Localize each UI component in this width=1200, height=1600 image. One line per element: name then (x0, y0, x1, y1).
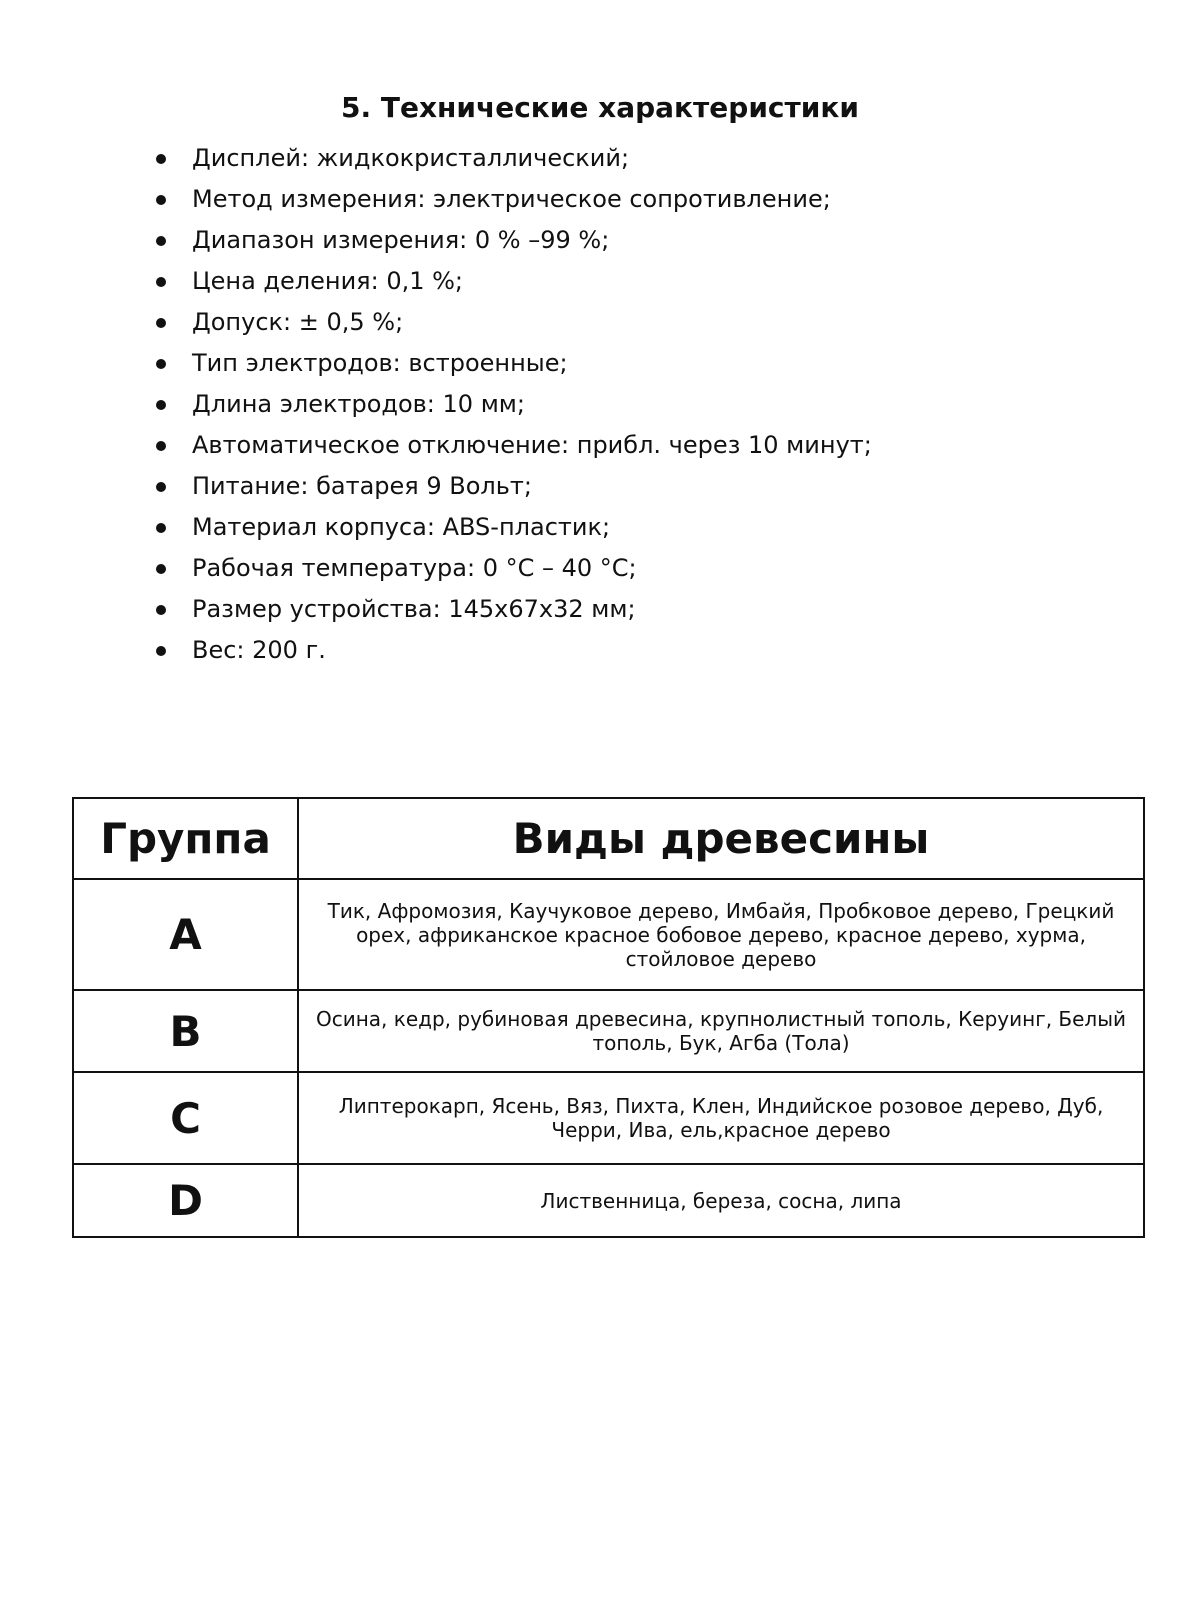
spec-item-text: Питание: батарея 9 Вольт; (192, 472, 532, 500)
woods-cell: Лиственница, береза, сосна, липа (298, 1164, 1144, 1237)
table-row (73, 1072, 1144, 1164)
bullet-icon (156, 523, 166, 533)
table-body (73, 879, 1144, 1237)
group-cell: D (73, 1164, 298, 1237)
table-row (73, 1164, 1144, 1237)
spec-item-text: Цена деления: 0,1 %; (192, 267, 464, 295)
spec-item (150, 179, 1050, 220)
bullet-icon (156, 359, 166, 369)
bullet-icon (156, 646, 166, 656)
spec-item-text: Дисплей: жидкокристаллический; (192, 144, 630, 172)
spec-item-text: Материал корпуса: ABS-пластик; (192, 513, 611, 541)
spec-item (150, 630, 1050, 671)
column-header-group: Группа (73, 798, 298, 879)
woods-cell: Липтерокарп, Ясень, Вяз, Пихта, Клен, Индийское розовое дерево, Дуб, Черри, Ива, ель,красное дерево (298, 1072, 1144, 1164)
spec-item-text: Метод измерения: электрическое сопротивление; (192, 185, 831, 213)
spec-item (150, 548, 1050, 589)
table-row (73, 990, 1144, 1072)
spec-item-text: Допуск: ± 0,5 %; (192, 308, 404, 336)
spec-item-text: Автоматическое отключение: прибл. через 10 минут; (192, 431, 872, 459)
spec-item (150, 261, 1050, 302)
bullet-icon (156, 605, 166, 615)
spec-item-text: Вес: 200 г. (192, 636, 326, 664)
spec-item-text: Диапазон измерения: 0 % –99 %; (192, 226, 610, 254)
wood-groups-table (72, 797, 1145, 1238)
bullet-icon (156, 195, 166, 205)
spec-item (150, 507, 1050, 548)
woods-cell: Тик, Афромозия, Каучуковое дерево, Имбайя, Пробковое дерево, Грецкий орех, африканское красное бобовое дерево, красное дерево, хурма, стойловое дерево (298, 879, 1144, 990)
bullet-icon (156, 482, 166, 492)
table-row (73, 879, 1144, 990)
spec-item-text: Длина электродов: 10 мм; (192, 390, 525, 418)
bullet-icon (156, 236, 166, 246)
spec-item (150, 220, 1050, 261)
woods-cell: Осина, кедр, рубиновая древесина, крупнолистный тополь, Керуинг, Белый тополь, Бук, Агба (Тола) (298, 990, 1144, 1072)
group-cell: C (73, 1072, 298, 1164)
bullet-icon (156, 400, 166, 410)
spec-item (150, 343, 1050, 384)
spec-item (150, 466, 1050, 507)
spec-item (150, 589, 1050, 630)
spec-item (150, 425, 1050, 466)
bullet-icon (156, 277, 166, 287)
table-header-row (73, 798, 1144, 879)
spec-item-text: Тип электродов: встроенные; (192, 349, 568, 377)
spec-item (150, 138, 1050, 179)
bullet-icon (156, 564, 166, 574)
group-cell: A (73, 879, 298, 990)
section-title: 5. Технические характеристики (341, 91, 859, 124)
table-header (73, 798, 1144, 879)
spec-item (150, 384, 1050, 425)
bullet-icon (156, 318, 166, 328)
spec-item-text: Размер устройства: 145х67х32 мм; (192, 595, 636, 623)
spec-list (150, 138, 1050, 671)
group-cell: B (73, 990, 298, 1072)
bullet-icon (156, 441, 166, 451)
spec-item-text: Рабочая температура: 0 °С – 40 °С; (192, 554, 637, 582)
bullet-icon (156, 154, 166, 164)
column-header-woods: Виды древесины (298, 798, 1144, 879)
spec-item (150, 302, 1050, 343)
